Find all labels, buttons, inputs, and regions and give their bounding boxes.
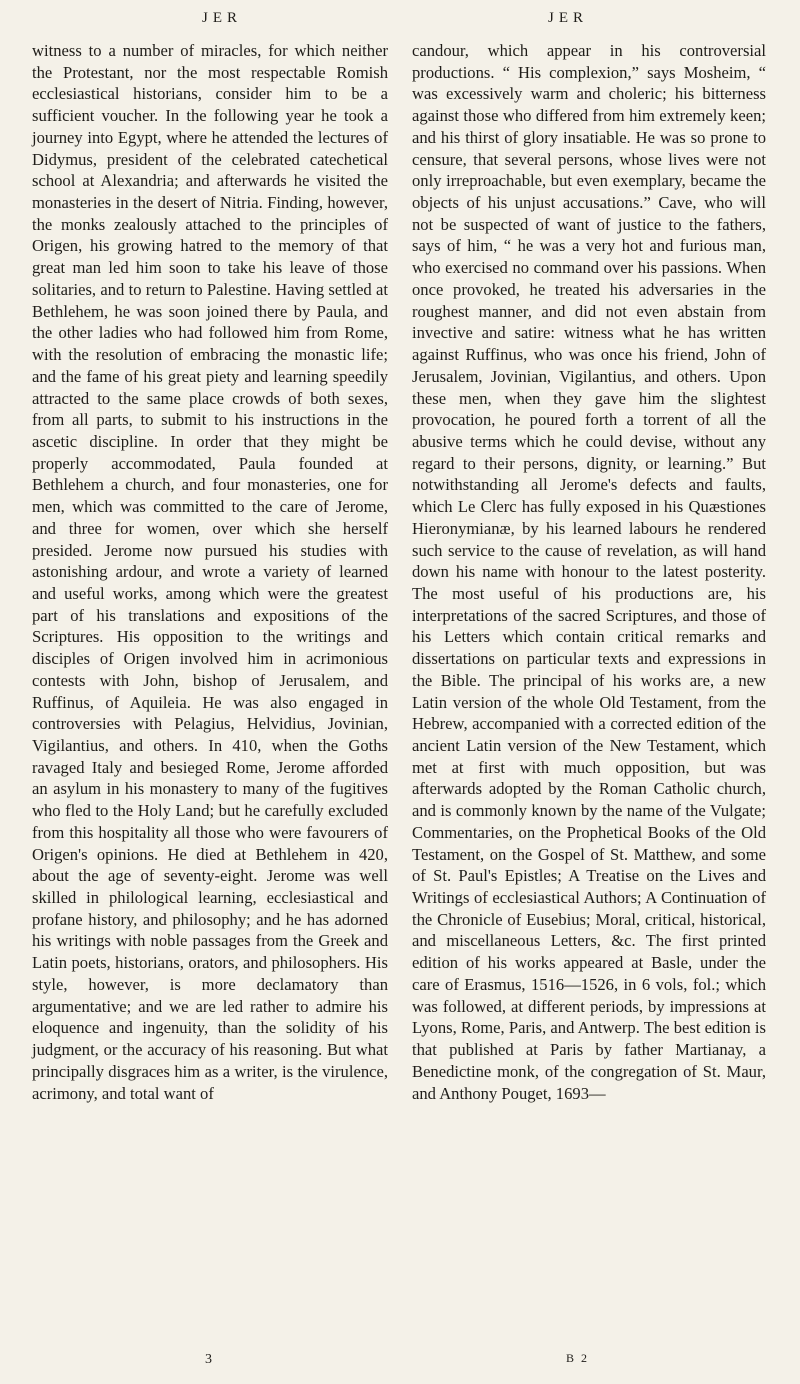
right-column-text: candour, which appear in his controversial productions. “ His complexion,” says Mosheim, “ was excessively warm and choleric; his bitterness against those who differed from him extremely keen; and his thirst of glory insatiable. He was so prone to censure, that several persons, whose lives were not only irreproachable, but even exemplary, became the objects of his unjust accusations.” Cave, who will not be suspected of want of justice to the fathers, says of him, “ he was a very hot and furious man, who exercised no command over his passions. When once provoked, he treated his adversaries in the roughest manner, and did not even abstain from invective and satire: witness what he has written against Ruffinus, who was once his friend, John of Jerusalem, Jovinian, Vigilantius, and others. Upon these men, when they gave him the slightest provocation, he poured forth a torrent of all the abusive terms which he could devise, without any regard to their persons, dignity, or learning.” But notwithstanding all Jerome's defects and faults, which Le Clerc has fully exposed in his Quæstiones Hieronymianæ, by his learned labours he rendered such service to the cause of revelation, as will hand down his name with honour to the latest posterity. The most useful of his productions are, his interpretations of the sacred Scriptures, and those of his Letters which contain critical remarks and dissertations on particular texts and expressions in the Bible. The principal of his works are, a new Latin version of the whole Old Testament, from the Hebrew, accompanied with a corrected edition of the ancient Latin version of the New Testament, which met at first with much opposition, but was afterwards adopted by the Roman Catholic church, and is commonly known by the name of the Vulgate; Commentaries, on the Prophetical Books of the Old Testament, on the Gospel of St. Matthew, and some of St. Paul's Epistles; A Treatise on the Lives and Writings of ecclesiastical Authors; A Continuation of the Chronicle of Eusebius; Moral, critical, historical, and miscellaneous Letters, &c. The first printed edition of his works appeared at Basle, under the care of Erasmus, 1516—1526, in 6 vols, fol.; which was followed, at different periods, by impressions at Lyons, Rome, Paris, and Antwerp. The best edition is that published at Paris by father Martianay, a Benedictine monk, of the congregation of St. Maur, and Anthony Pouget, 1693— [412, 41, 766, 1103]
signature-mark: B 2 [566, 1351, 590, 1365]
header-left: JER [202, 10, 243, 26]
header-right: JER [548, 10, 589, 26]
left-column-text: witness to a number of miracles, for which neither the Protestant, nor the most respectable Romish ecclesiastical historians, consider him to be a sufficient voucher. In the following year he took a journey into Egypt, where he attended the lectures of Didymus, president of the celebrated catechetical school at Alexandria; and afterwards he visited the monasteries in the desert of Nitria. Finding, however, the monks zealously attached to the principles of Origen, his growing hatred to the memory of that great man led him soon to take his leave of those solitaries, and to return to Palestine. Having settled at Bethlehem, he was soon joined there by Paula, and the other ladies who had followed him from Rome, with the resolution of embracing the monastic life; and the fame of his great piety and learning speedily attracted to the same place crowds of both sexes, from all parts, to submit to his instructions in the ascetic discipline. In order that they might be properly accommodated, Paula founded at Bethlehem a church, and four monasteries, one for men, which was committed to the care of Jerome, and three for women, over which she herself presided. Jerome now pursued his studies with astonishing ardour, and wrote a variety of learned and useful works, among which were the greatest part of his translations and expositions of the Scriptures. His opposition to the writings and disciples of Origen involved him in acrimonious contests with John, bishop of Jerusalem, and Ruffinus, of Aquileia. He was also engaged in controversies with Pelagius, Helvidius, Jovinian, Vigilantius, and others. In 410, when the Goths ravaged Italy and besieged Rome, Jerome afforded an asylum in his monastery to many of the fugitives who fled to the Holy Land; but he carefully excluded from this hospitality all those who were favourers of Origen's opinions. He died at Bethlehem in 420, about the age of seventy-eight. Jerome was well skilled in philological learning, ecclesiastical and profane history, and philosophy; and he has adorned his writings with noble passages from the Greek and Latin poets, historians, orators, and philosophers. His style, however, is more declamatory than argumentative; and we are led rather to admire his eloquence and ingenuity, than the solidity of his judgment, or the accuracy of his reasoning. But what principally disgraces him as a writer, is the virulence, acrimony, and total want of [32, 41, 388, 1103]
running-header [0, 6, 800, 32]
page-number: 3 [205, 1352, 212, 1367]
